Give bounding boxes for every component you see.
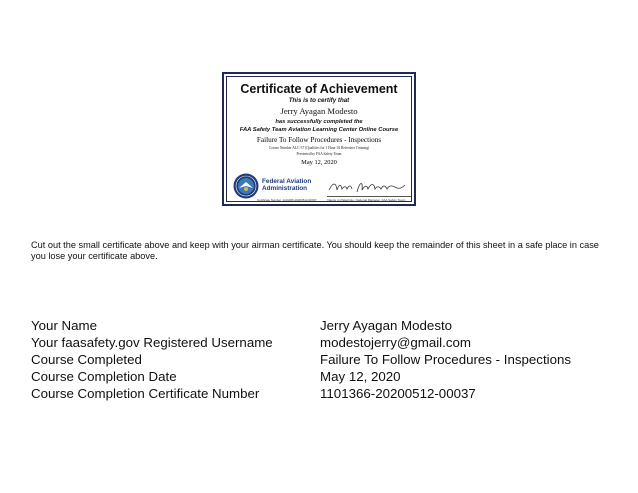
certificate-card	[222, 72, 416, 206]
info-label-course: Course Completed	[31, 352, 142, 367]
certificate-completed-line: has successfully completed the	[275, 119, 363, 125]
certificate-title: Certificate of Achievement	[240, 82, 398, 96]
certificate-course-title: Failure To Follow Procedures - Inspections	[256, 136, 382, 144]
info-value-course: Failure To Follow Procedures - Inspections	[320, 352, 572, 367]
info-label-username: Your faasafety.gov Registered Username	[31, 335, 273, 350]
certificate-number-small: Certificate Number: 1101366-20200512-00037	[257, 198, 317, 202]
info-label-name: Your Name	[31, 318, 98, 333]
info-value-certificate-number: 1101366-20200512-00037	[320, 386, 476, 401]
faa-agency-line2: Administration	[262, 185, 308, 192]
certificate-recipient: Jerry Ayagan Modesto	[280, 106, 358, 116]
certificate-course-number: Course Number ALC-37 (Qualifies for 1 Hour IA Refresher Training)	[268, 146, 370, 150]
info-label-certificate-number: Course Completion Certificate Number	[31, 386, 260, 401]
certificate-inner-border	[226, 76, 412, 202]
certificate-presented-by: Presented by FAA Safety Team	[296, 152, 342, 156]
signature-line	[327, 196, 411, 197]
info-label-date: Course Completion Date	[31, 369, 177, 384]
certificate-subtitle: This is to certify that	[288, 97, 350, 104]
info-value-date: May 12, 2020	[320, 369, 401, 384]
info-value-username: modestojerry@gmail.com	[320, 335, 471, 350]
certificate-program: FAA Safety Team Aviation Learning Center Online Course	[239, 127, 399, 133]
signature-image	[327, 178, 407, 196]
info-value-name: Jerry Ayagan Modesto	[320, 318, 453, 333]
faa-agency-name	[262, 178, 311, 192]
faa-agency-line1: Federal Aviation	[262, 178, 312, 185]
certificate-signer: Valerie G Palazzolo, National Manager, FAA Safety Team	[327, 198, 406, 202]
certificate-date: May 12, 2020	[301, 159, 337, 166]
cutout-instructions: Cut out the small certificate above and keep with your airman certificate. You should keep the remainder of this sheet in a safe place in case you lose your certificate above.	[31, 240, 599, 261]
dot-seal-icon	[233, 173, 259, 199]
